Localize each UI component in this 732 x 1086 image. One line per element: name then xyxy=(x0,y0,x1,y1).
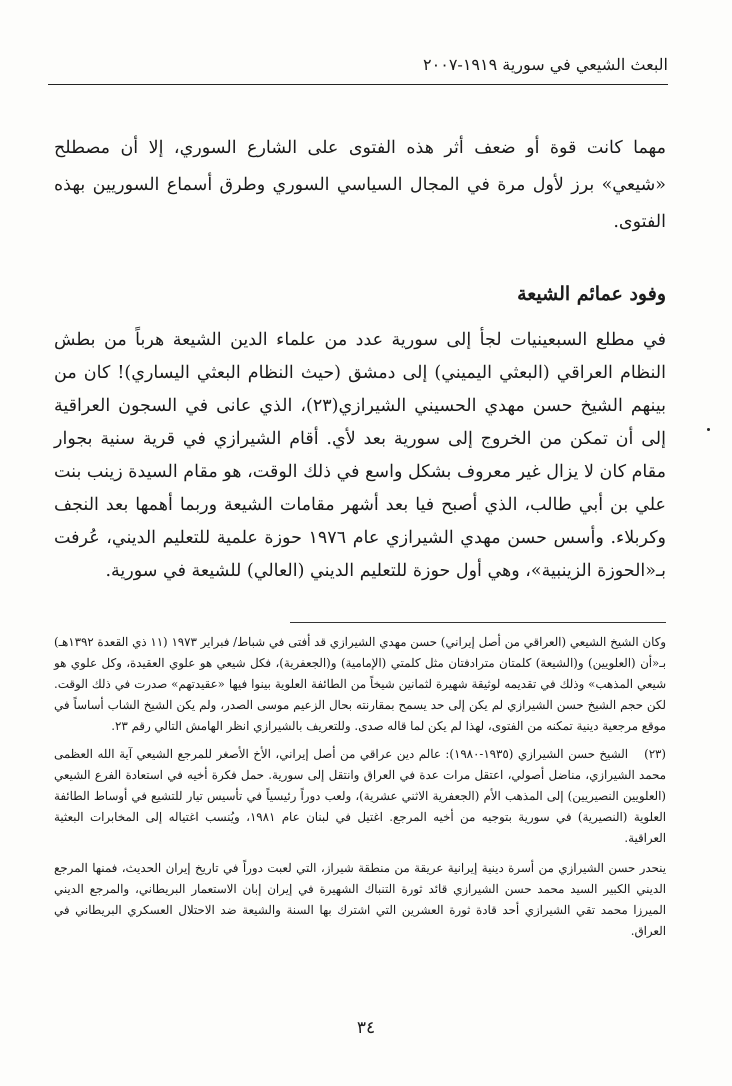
section-paragraph: في مطلع السبعينيات لجأ إلى سورية عدد من علماء الدين الشيعة هرباً من بطش النظام العراقي (البعثي اليميني) إلى دمشق (حيث النظام البعثي اليساري)! كان من بينهم الشيخ حسن مهدي الحسيني الشيرازي(٢٣)، الذي عانى في السجون العراقية إلى أن تمكن من الخروج إلى سورية بعد لأي. أقام الشيرازي في قرية سنية بجوار مقام كان لا يزال غير معروف بشكل واسع في ذلك الوقت، هو مقام السيدة زينب بنت علي بن أبي طالب، الذي أصبح فيا بعد أشهر مقامات الشيعة وربما أهمها بعد النجف وكربلاء. وأسس حسن مهدي الشيرازي عام ١٩٧٦ حوزة علمية للتعليم الديني، عُرفت بـ«الحوزة الزينبية»، وهي أول حوزة للتعليم الديني (العالي) للشيعة في سورية. xyxy=(54,330,666,581)
footnote-23 xyxy=(54,744,666,849)
intro-paragraph: مهما كانت قوة أو ضعف أثر هذه الفتوى على الشارع السوري، إلا أن مصطلح «شيعي» برز لأول مرة في المجال السياسي السوري وطرق أسماع السوريين بهذه الفتوى. xyxy=(54,138,666,232)
header-rule xyxy=(48,84,668,85)
section-heading: وفود عمائم الشيعة xyxy=(517,283,666,305)
footnote-23-continuation: ينحدر حسن الشيرازي من أسرة دينية إيرانية عريقة من منطقة شيراز، التي لعبت دوراً في تاريخ إيران الحديث، فمنها المرجع الديني الكبير السيد محمد حسن الشيرازي قائد ثورة التنباك الشهيرة في إيران إبان الاستعمار البريطاني، والمرجع الديني الميرزا محمد تقي الشيرازي أحد قادة ثورة العشرين التي اشترك بها السنة والشيعة ضد الاحتلال العسكري البريطاني في العراق. xyxy=(54,861,666,938)
footnote-continuation: وكان الشيخ الشيعي (العراقي من أصل إيراني) حسن مهدي الشيرازي قد أفتى في شباط/ فبراير ١٩٧٣ (١١ ذي القعدة ١٣٩٢هـ) بـ«أن (العلويين) و(الشيعة) كلمتان مترادفتان مثل كلمتي (الإمامية) و(الجعفرية)، فكل شيعي هو علوي العقيدة، وكل علوي هو شيعي المذهب» وذلك في تقديمه لوثيقة شهيرة لثمانين شيخاً من الطائفة العلوية بينوا فيها «عقيدتهم» صدرت في ذلك الوقت. لكن حجم الشيخ حسن الشيرازي لم يكن إلى حد يسمح بمقارنته بحال الزعيم موسى الصدر، ولم يكن الشيخ الشاب أساساً في موقع مرجعية دينية تمكنه من الفتوى، لهذا لم يكن لما قاله صدى. وللتعريف بالشيرازي انظر الهامش التالي رقم ٢٣. xyxy=(54,635,667,733)
running-header: البعث الشيعي في سورية ١٩١٩-٢٠٠٧ xyxy=(423,55,668,74)
footnote-rule xyxy=(290,622,666,623)
footnote-23-text: الشيخ حسن الشيرازي (١٩٣٥-١٩٨٠): عالم دين عراقي من أصل إيراني، الأخ الأصغر للمرجع الشيعي آية الله العظمى محمد الشيرازي، مناضل أصولي، اعتقل مرات عدة في العراق وانتقل إلى سورية. حمل فكرة أخيه في استعادة الفرع الشيعي (العلويين النصيريين) إلى المذهب الأم (الجعفرية الاثني عشرية)، ولعب دوراً رئيسياً في تأسيس تيار للتشيع في أوساط الطائفة العلوية (النصيرية) في سورية بتوجيه من أخيه المرجع. اغتيل في لبنان عام ١٩٨١، ويُنسب اغتياله إلى المخابرات البعثية العراقية. xyxy=(54,747,666,845)
page-number: ٣٤ xyxy=(356,1018,376,1038)
margin-mark xyxy=(707,428,710,431)
footnote-23-number: (٢٣) xyxy=(644,747,666,761)
